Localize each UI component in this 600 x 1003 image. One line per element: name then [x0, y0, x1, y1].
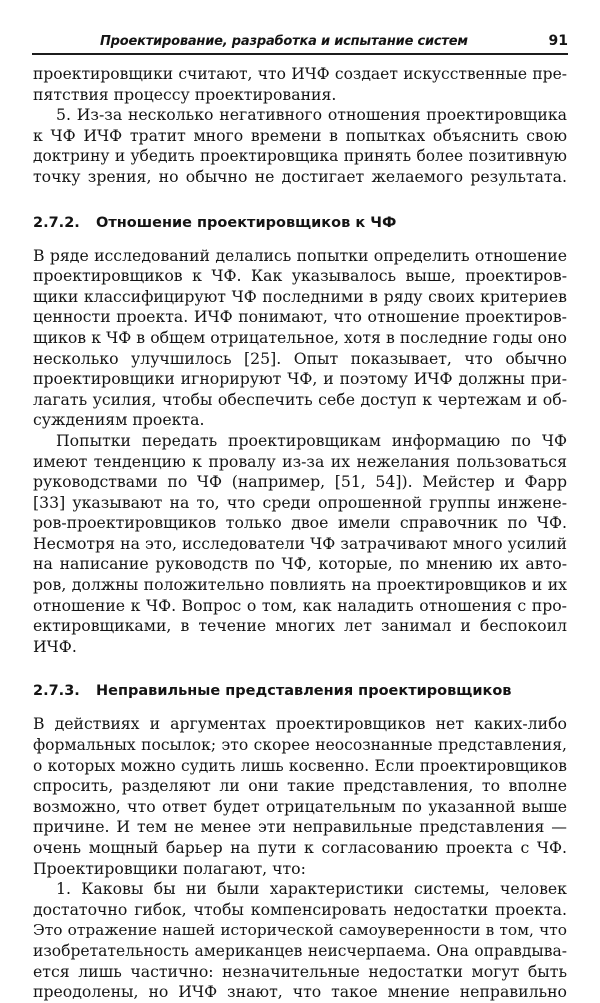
section-title: Неправильные представления проектировщиков — [96, 683, 512, 700]
text-line: пятствия процессу проектирования. — [33, 84, 337, 104]
text-line: ется лишь частично: незначительные недостатки могут быть — [33, 961, 567, 981]
section-heading-2-7-2 — [33, 213, 567, 233]
text-line: лагать усилия, чтобы обеспечить себе доступ к чертежам и об- — [33, 389, 567, 409]
text-line: 5. Из-за несколько негативного отношения проектировщика — [56, 105, 567, 125]
text-line: Это отражение нашей исторической самоуверенности в том, что — [33, 921, 567, 940]
text-line: доктрину и убедить проектировщика принять более позитивную — [33, 147, 567, 166]
text-line: точку зрения, но обычно не достигает желаемого результата. — [33, 166, 567, 186]
running-header — [32, 30, 568, 52]
text-line: проектировщиков к ЧФ. Как указывалось выше, проектиров- — [33, 266, 567, 286]
text-line: проектировщики игнорируют ЧФ, и поэтому ИЧФ должны при- — [33, 369, 567, 389]
text-line: Несмотря на это, исследователи ЧФ затрачивают много усилий — [33, 533, 567, 553]
text-line: ценности проекта. ИЧФ понимают, что отношение проектиров- — [33, 307, 567, 327]
intro-paragraph — [33, 64, 567, 105]
paragraph-2-7-2-a — [33, 246, 567, 431]
text-line: щиков к ЧФ в общем отрицательное, хотя в последние годы оно — [33, 327, 567, 347]
section-number: 2.7.2. — [33, 214, 80, 231]
text-line: о которых можно судить лишь косвенно. Если проектировщиков — [33, 756, 567, 775]
text-line: ров, должны положительно повлиять на проектировщиков и их — [33, 575, 567, 595]
text-line: причине. И тем не менее эти неправильные представления — — [33, 817, 567, 837]
paragraph-2-7-3-a — [33, 714, 567, 879]
text-line: руководствами по ЧФ (например, [51, 54]). Мейстер и Фарр — [33, 472, 567, 492]
text-line: ИЧФ. — [33, 636, 77, 656]
text-line: Проектировщики полагают, что: — [33, 858, 306, 878]
list-item-5 — [33, 105, 567, 187]
text-line: В ряде исследований делались попытки определить отношение — [33, 245, 567, 265]
text-line: к ЧФ ИЧФ тратит много времени в попытках объяснить свою — [33, 125, 567, 145]
text-line: Попытки передать проектировщикам информацию по ЧФ — [56, 430, 567, 450]
text-line: проектировщики считают, что ИЧФ создает искусственные пре- — [33, 65, 567, 83]
text-line: спросить, разделяют ли они такие представления, то вполне — [33, 776, 567, 796]
text-line: ров-проектировщиков только двое имели справочник по ЧФ. — [33, 513, 567, 533]
text-line: преодолены, но ИЧФ знают, что такое мнение неправильно — [33, 982, 567, 1002]
text-line: формальных посылок; это скорее неосознанные представления, — [33, 736, 567, 755]
page-number: 91 — [548, 33, 568, 49]
text-line: несколько улучшилось [25]. Опыт показывает, что обычно — [33, 348, 567, 368]
section-heading-2-7-3 — [33, 681, 567, 701]
text-line: щики классифицируют ЧФ последними в ряду своих критериев — [33, 286, 567, 306]
text-line: В действиях и аргументах проектировщиков нет каких-либо — [33, 714, 567, 734]
section-title: Отношение проектировщиков к ЧФ — [96, 214, 397, 231]
text-line: изобретательность американцев неисчерпаема. Она оправдыва- — [33, 941, 567, 960]
text-line: на написание руководств по ЧФ, которые, по мнению их авто- — [33, 554, 567, 574]
text-line: отношение к ЧФ. Вопрос о том, как наладить отношения с про- — [33, 595, 567, 615]
text-line: суждениям проекта. — [33, 410, 205, 430]
text-line: [33] указывают на то, что среди опрошенной группы инжене- — [33, 492, 567, 512]
text-line: возможно, что ответ будет отрицательным по указанной выше — [33, 796, 567, 816]
page-body — [33, 64, 567, 1003]
paragraph-2-7-2-b — [33, 431, 567, 658]
text-line: достаточно гибок, чтобы компенсировать недостатки проекта. — [33, 899, 567, 919]
list-item-1 — [33, 879, 567, 1003]
text-line: очень мощный барьер на пути к согласованию проекта с ЧФ. — [33, 838, 567, 857]
text-line: 1. Каковы бы ни были характеристики системы, человек — [56, 879, 567, 899]
header-rule — [32, 53, 568, 55]
text-line: ектировщиками, в течение многих лет занимал и беспокоил — [33, 616, 567, 636]
running-header-title: Проектирование, разработка и испытание систем — [100, 34, 468, 49]
text-line: имеют тенденцию к провалу из-за их нежелания пользоваться — [33, 451, 567, 471]
section-number: 2.7.3. — [33, 683, 80, 700]
